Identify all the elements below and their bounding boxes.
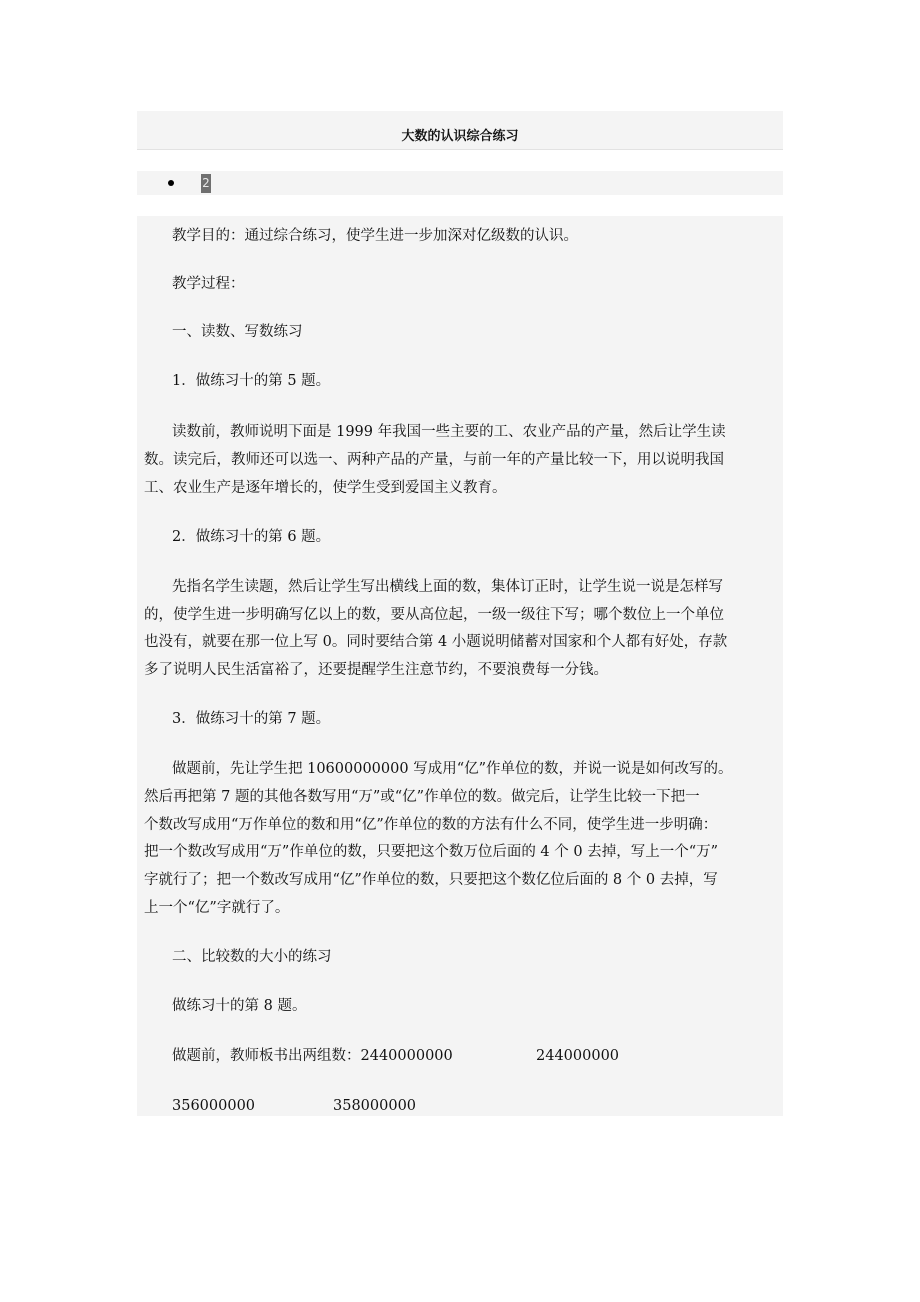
paragraph-line: 做题前，先让学生把 10600000000 写成用“亿”作单位的数，并说一说是如何改写的。 <box>172 761 733 777</box>
paragraph-line: 教学目的：通过综合练习，使学生进一步加深对亿级数的认识。 <box>172 228 578 244</box>
paragraph-line: 上一个“亿”字就行了。 <box>144 900 290 916</box>
number-value: 356000000 <box>172 1098 256 1114</box>
paragraph-line: 做题前，教师板书出两组数：2440000000 <box>172 1048 453 1064</box>
exercise-heading: 3．做练习十的第 7 题。 <box>172 711 331 727</box>
paragraph-line: 先指名学生读题，然后让学生写出横线上面的数，集体订正时，让学生说一说是怎样写 <box>172 579 723 595</box>
paragraph-line: 数。读完后，教师还可以选一、两种产品的产量，与前一年的产量比较一下，用以说明我国 <box>144 452 724 468</box>
section-heading: 一、读数、写数练习 <box>172 324 303 340</box>
number-value: 358000000 <box>333 1098 417 1114</box>
paragraph-line: 然后再把第 7 题的其他各数写用“万”或“亿”作单位的数。做完后，让学生比较一下把一 <box>144 789 700 805</box>
paragraph-line: 教学过程： <box>172 276 245 292</box>
page-number-link[interactable]: 2 <box>201 174 211 193</box>
exercise-heading: 做练习十的第 8 题。 <box>172 998 307 1014</box>
document-title-bar <box>137 111 783 150</box>
exercise-heading: 2．做练习十的第 6 题。 <box>172 529 331 545</box>
paragraph-line: 字就行了；把一个数改写成用“亿”作单位的数，只要把这个数亿位后面的 8 个 0 去掉，写 <box>144 872 718 888</box>
paragraph-line: 个数改写成用“万作单位的数和用“亿”作单位的数的方法有什么不同，使学生进一步明确： <box>144 817 718 833</box>
number-value: 244000000 <box>536 1048 620 1064</box>
bullet-icon <box>168 180 174 186</box>
paragraph-line: 多了说明人民生活富裕了，还要提醒学生注意节约，不要浪费每一分钱。 <box>144 662 608 678</box>
paragraph-line: 工、农业生产是逐年增长的，使学生受到爱国主义教育。 <box>144 480 507 496</box>
paragraph-line: 的，使学生进一步明确写亿以上的数，要从高位起，一级一级往下写；哪个数位上一个单位 <box>144 607 724 623</box>
document-body <box>137 216 783 1116</box>
paragraph-line: 读数前，教师说明下面是 1999 年我国一些主要的工、农业产品的产量，然后让学生读 <box>172 424 726 440</box>
page-list <box>137 171 783 195</box>
paragraph-line: 把一个数改写成用“万”作单位的数，只要把这个数万位后面的 4 个 0 去掉，写上一个“万” <box>144 844 719 860</box>
paragraph-line: 也没有，就要在那一位上写 0。同时要结合第 4 小题说明储蓄对国家和个人都有好处，存款 <box>144 634 728 650</box>
section-heading: 二、比较数的大小的练习 <box>172 949 332 965</box>
exercise-heading: 1．做练习十的第 5 题。 <box>172 373 331 389</box>
document-title: 大数的认识综合练习 <box>401 128 519 144</box>
